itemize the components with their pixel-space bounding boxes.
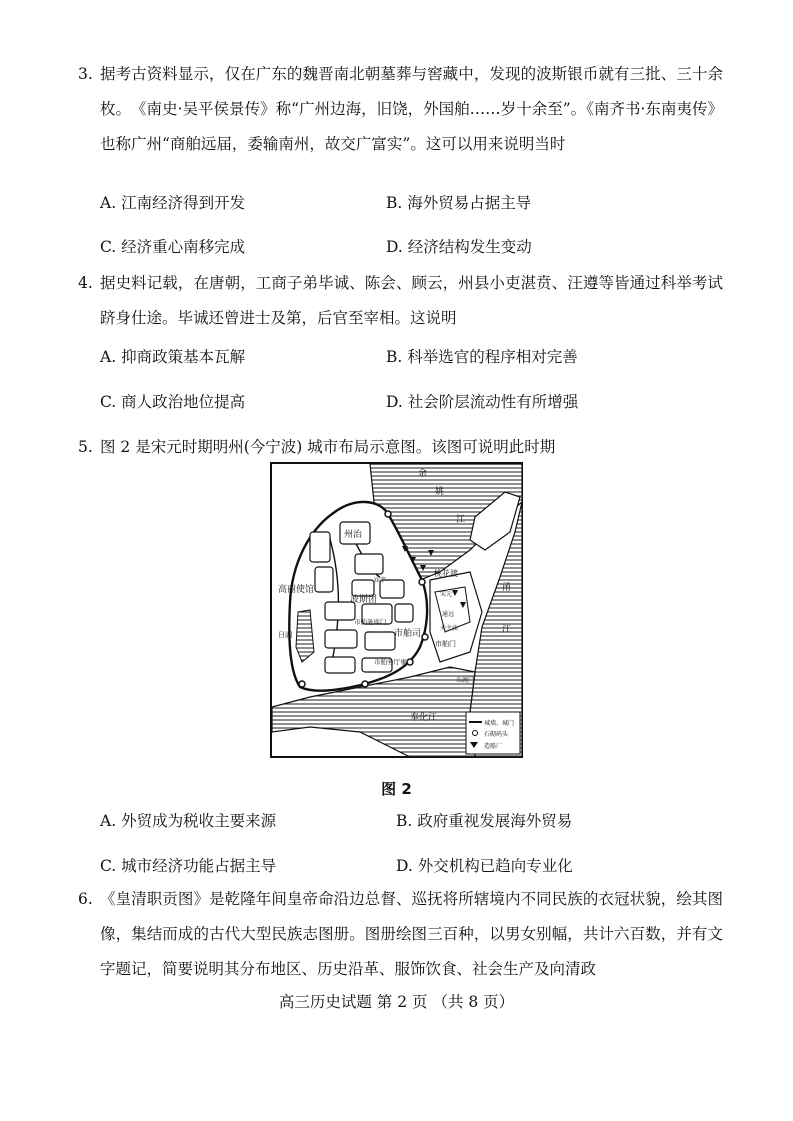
label-shibo-kuwu: 市舶务库门	[354, 618, 387, 626]
question-number: 5.	[78, 438, 93, 456]
option-b[interactable]: B. 海外贸易占据主导	[386, 194, 532, 212]
label-west-lake: 日湖	[278, 631, 292, 639]
legend-wall: 城墙、城门	[484, 720, 515, 727]
option-a[interactable]: A. 江南经济得到开发	[100, 194, 246, 212]
page-footer: 高三历史试题 第 2 页 （共 8 页）	[278, 993, 515, 1011]
question-stem: 图 2 是宋元时期明州(今宁波) 城市布局示意图。该图可说明此时期	[100, 438, 556, 456]
option-b[interactable]: B. 政府重视发展海外贸易	[396, 812, 573, 830]
legend-bridge: 石砌码头	[484, 731, 509, 738]
label-tianzhu: 天主庙	[440, 625, 459, 632]
city-map-figure	[270, 462, 523, 758]
label-tongyuan: 通远	[442, 611, 455, 618]
label-songyuan: 宋元	[440, 591, 453, 598]
label-river-yao: 姚	[435, 487, 445, 497]
question-3	[78, 57, 723, 162]
label-zhouzhi: 州治	[344, 530, 363, 540]
option-a[interactable]: A. 抑商政策基本瓦解	[100, 348, 246, 366]
option-c[interactable]: C. 商人政治地位提高	[100, 393, 246, 411]
question-stem: 《皇清职贡图》是乾隆年间皇帝命沿边总督、巡抚将所辖境内不同民族的衣冠状貌，绘其图像，集结而成的古代大型民族志图册。图册绘图三百种，以男女别幅，共计六百数，并有文字题记，简要说明其分布地区、历史沿革、服饰饮食、社会生产及向清政	[100, 890, 723, 978]
option-d[interactable]: D. 经济结构发生变动	[386, 238, 532, 256]
map-legend	[466, 712, 520, 754]
label-east-jiang: 江	[502, 625, 512, 635]
label-shibo-men: 市舶门	[435, 640, 456, 648]
question-stem: 据史料记载，在唐朝，工商子弟毕诚、陈会、顾云，州县小吏湛贲、汪遵等皆通过科举考试跻身仕途。毕诚还曾进士及第，后官至宰相。这说明	[100, 274, 723, 327]
question-number: 4.	[78, 274, 93, 292]
option-c[interactable]: C. 经济重心南移完成	[100, 238, 246, 256]
label-east-yong: 甬	[502, 583, 512, 593]
question-stem: 据考古资料显示，仅在广东的魏晋南北朝墓葬与窖藏中，发现的波斯银币就有三批、三十余枚。 《南史·吴平侯景传》称“广州边海，旧饶，外国舶……岁十余至”。《南齐书·东南夷传》也称广州“商舶远届，委输南州，故交广富实”。这可以用来说明当时	[100, 65, 723, 153]
label-yushan: 庙宇	[374, 577, 387, 584]
question-number: 6.	[78, 890, 93, 908]
label-taohuadu: 桃花渡	[434, 569, 458, 578]
question-number: 3.	[78, 65, 93, 83]
option-b[interactable]: B. 科举选官的程序相对完善	[386, 348, 578, 366]
label-shibo-ting: 市舶务厅事	[374, 658, 407, 666]
figure-caption: 图 2	[381, 780, 412, 798]
label-gaoli: 高丽使馆	[278, 585, 315, 595]
label-river-yu: 余	[418, 469, 428, 479]
label-river-jiang: 江	[456, 515, 466, 525]
question-5	[78, 430, 723, 465]
option-d[interactable]: D. 外交机构已趋向专业化	[396, 857, 573, 875]
option-a[interactable]: A. 外贸成为税收主要来源	[100, 812, 277, 830]
label-shibo-si: 市舶司	[394, 629, 422, 639]
city-map	[270, 462, 523, 758]
option-c[interactable]: C. 城市经济功能占据主导	[100, 857, 277, 875]
option-d[interactable]: D. 社会阶层流动性有所增强	[386, 393, 579, 411]
label-dongdu: 东渡门	[456, 677, 475, 684]
label-river-fenghua: 奉化江	[410, 713, 438, 723]
label-bosi: 波斯团	[350, 595, 378, 605]
legend-ship: 造船厂	[484, 743, 503, 750]
question-6	[78, 882, 723, 987]
question-4	[78, 266, 723, 336]
